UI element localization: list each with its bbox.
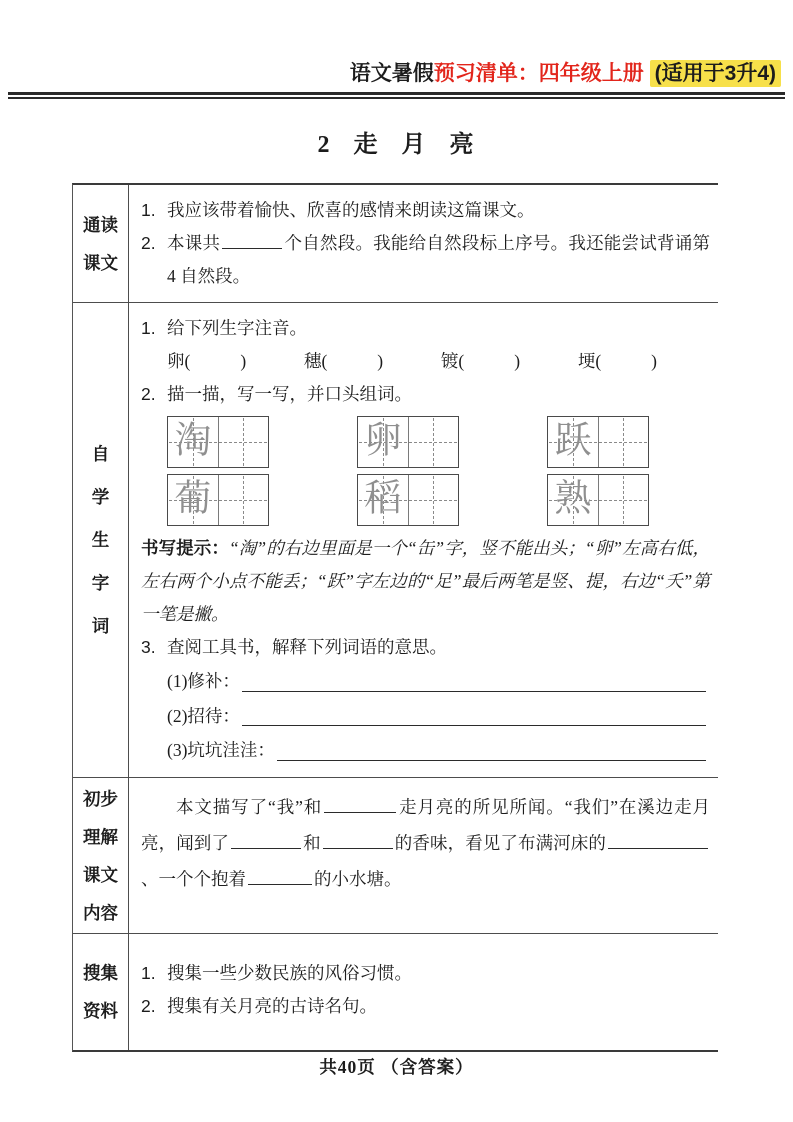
trace-character: 熟 (554, 478, 592, 520)
writing-grid (547, 474, 649, 526)
fill-in-blank (323, 836, 393, 849)
fill-in-blank (222, 236, 282, 249)
row-label (73, 303, 129, 777)
row-initial-understanding (73, 777, 718, 933)
text-segment: 个自然段。我能给自然段标上序号。我还能尝试背诵第 4 自然段。 (167, 233, 711, 286)
numbered-item (141, 957, 710, 990)
grid-divider-line (408, 417, 409, 467)
grid-divider-line (408, 475, 409, 525)
writing-tip-label: 书写提示： (141, 538, 229, 558)
row-content (129, 934, 718, 1050)
header-series-label: 语文暑假 (349, 62, 434, 85)
item-number: 1. (141, 318, 156, 338)
writing-tip (141, 532, 710, 631)
fill-in-blank (231, 836, 301, 849)
pinyin-annotation-row (167, 345, 657, 378)
grid-divider-line (598, 417, 599, 467)
trace-character: 淘 (174, 420, 212, 462)
text-segment: 给下列生字注音。 (167, 318, 307, 338)
row-label-line: 词 (91, 616, 110, 637)
row-label-line: 课文 (83, 864, 118, 885)
writing-grid-row (167, 416, 710, 468)
row-label-line: 理解 (83, 826, 118, 847)
numbered-item (141, 227, 710, 293)
numbered-item (141, 378, 710, 411)
character: 埂 (577, 351, 596, 371)
item-number: 2. (141, 233, 156, 253)
item-text (167, 957, 710, 990)
header-book-label: 预习清单：四年级上册 (433, 62, 644, 85)
item-number: 2. (141, 995, 156, 1016)
row-content (129, 303, 718, 777)
character: 卵 (167, 351, 185, 371)
writing-grid (357, 474, 459, 526)
text-segment: 走月亮的所见所闻。“我们”在溪边走月亮，闻到了 (141, 796, 710, 853)
row-label-line: 资料 (83, 1001, 118, 1021)
page-footer: 共40页 （含答案） (319, 1057, 474, 1077)
grid-divider-line (218, 417, 219, 467)
item-number: 1. (141, 962, 156, 983)
row-content (129, 185, 718, 302)
writing-grid-row (167, 474, 710, 526)
row-self-study-words (73, 302, 718, 777)
row-label-line: 搜集 (83, 963, 118, 983)
numbered-item (141, 631, 710, 664)
trace-character: 葡 (174, 478, 212, 520)
pinyin-group: 镀( ) (440, 351, 521, 371)
text-segment: 本课共 (167, 233, 221, 253)
text-segment: 搜集有关月亮的古诗名句。 (167, 995, 377, 1016)
text-segment: 本文描写了“我”和 (176, 796, 323, 817)
writing-grid (167, 416, 269, 468)
page-header (350, 57, 781, 87)
pinyin-group: 穗( ) (303, 351, 384, 371)
row-collect-materials (73, 933, 718, 1050)
text-segment: 的小水塘。 (314, 868, 402, 889)
row-label-line: 生 (91, 530, 110, 551)
character: 穗 (303, 351, 322, 371)
header-grade-badge: (适用于3升4) (650, 60, 781, 87)
row-label (73, 185, 129, 302)
row-label (73, 778, 129, 933)
trace-character: 跃 (554, 420, 592, 462)
fill-in-blank (608, 836, 708, 849)
worksheet-table (72, 183, 718, 1052)
item-number: 2. (141, 384, 156, 404)
definition-line (167, 733, 710, 768)
character: 镀 (440, 351, 459, 371)
text-segment: 搜集一些少数民族的风俗习惯。 (167, 962, 412, 983)
writing-grid (357, 416, 459, 468)
item-text (167, 378, 710, 411)
definition-line (167, 699, 710, 734)
answer-line (242, 725, 706, 726)
definition-word: (2)招待： (167, 705, 240, 726)
row-label-line: 初步 (83, 788, 118, 809)
row-read-aloud (73, 185, 718, 302)
item-text (167, 990, 710, 1023)
lesson-title: 2 走 月 亮 (317, 132, 476, 158)
text-segment: 我应该带着愉快、欣喜的感情来朗读这篇课文。 (167, 200, 535, 220)
writing-grid (547, 416, 649, 468)
definition-word: (1)修补： (167, 671, 240, 691)
pinyin-group: 埂( ) (577, 351, 657, 371)
numbered-item (141, 312, 710, 345)
summary-paragraph (141, 789, 710, 897)
row-label-line: 学 (91, 487, 110, 508)
writing-tip-text: “淘”的右边里面是一个“缶”字，竖不能出头；“卵”左高右低，左右两个小点不能丢；“跃”字左边的“足”最后两笔是竖、提，右边“夭”第一笔是撇。 (141, 538, 710, 624)
row-label-line: 课文 (83, 253, 118, 273)
item-number: 3. (141, 637, 156, 657)
row-label-line: 内容 (83, 902, 118, 923)
item-text (167, 312, 710, 345)
item-text (167, 227, 710, 293)
row-label-line: 字 (91, 573, 110, 594)
fill-in-blank (248, 872, 312, 885)
row-label-line: 自 (91, 444, 110, 465)
definition-line (167, 664, 710, 699)
text-segment: 和 (303, 832, 321, 853)
item-text (167, 194, 710, 227)
text-segment: 查阅工具书，解释下列词语的意思。 (167, 637, 447, 657)
writing-grid (167, 474, 269, 526)
pinyin-group: 卵( ) (167, 351, 247, 371)
answer-line (242, 691, 706, 692)
header-double-rule (8, 92, 785, 99)
fill-in-blank (324, 800, 396, 813)
numbered-item (141, 990, 710, 1023)
trace-character: 稻 (364, 478, 402, 520)
row-label (73, 934, 129, 1050)
trace-character: 卵 (364, 420, 402, 462)
answer-line (277, 760, 706, 761)
text-segment: 、一个个抱着 (141, 868, 246, 889)
numbered-item (141, 194, 710, 227)
text-segment: 描一描，写一写，并口头组词。 (167, 384, 412, 404)
row-label-line: 通读 (83, 215, 118, 235)
item-number: 1. (141, 200, 156, 220)
definition-word: (3)坑坑洼洼： (167, 740, 275, 760)
text-segment: 的香味，看见了布满河床的 (394, 832, 607, 853)
row-content (129, 778, 718, 933)
grid-divider-line (598, 475, 599, 525)
item-text (167, 631, 710, 664)
grid-divider-line (218, 475, 219, 525)
